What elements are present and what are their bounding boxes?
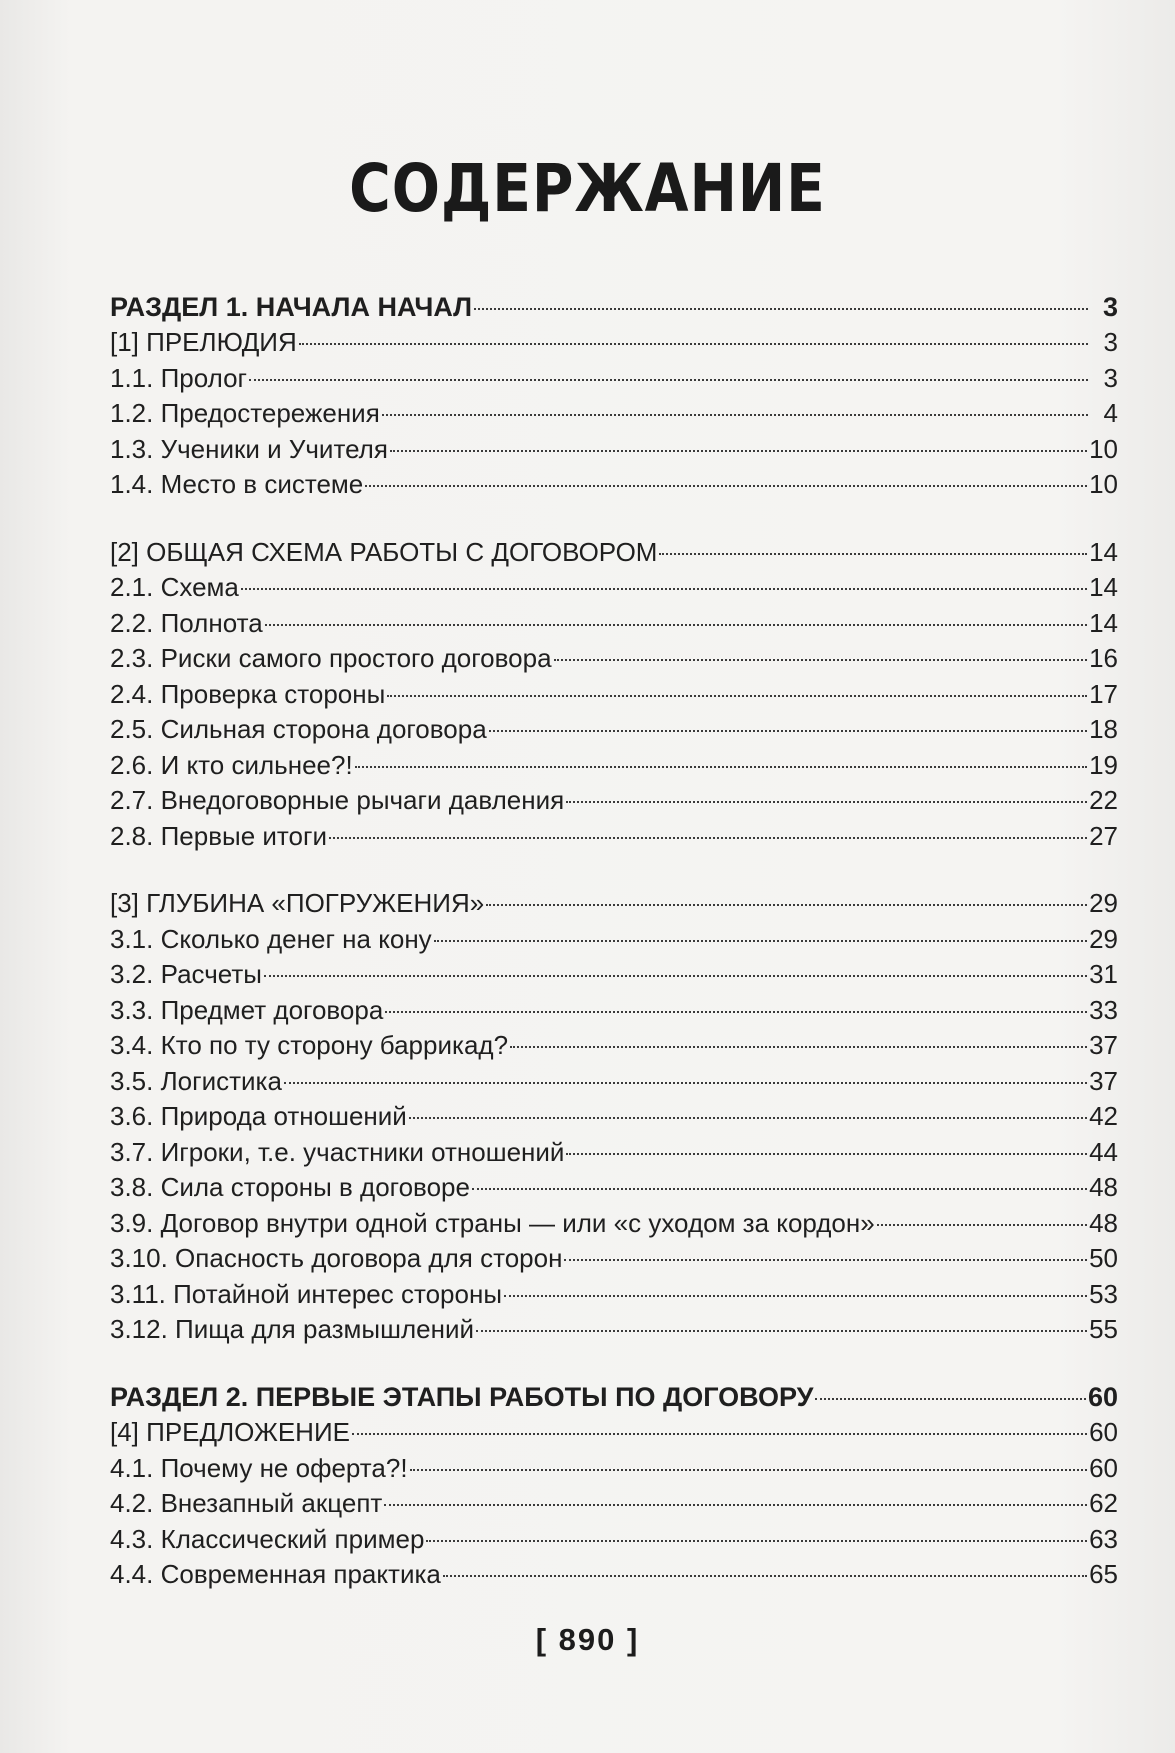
toc-entry-label: 4.1. Почему не оферта?! — [110, 1452, 408, 1483]
toc-entry-page: 37 — [1089, 1030, 1118, 1060]
dot-leader — [409, 1082, 1087, 1120]
dot-leader — [434, 904, 1087, 942]
toc-entry-label: 3.11. Потайной интерес стороны — [110, 1278, 503, 1309]
dot-leader — [659, 517, 1087, 555]
dot-leader — [390, 414, 1087, 452]
toc-entry-page: 22 — [1089, 785, 1118, 815]
dot-leader — [566, 1117, 1087, 1155]
dot-leader — [265, 588, 1087, 626]
toc-entry-label: 3.3. Предмет договора — [110, 994, 384, 1025]
dot-leader — [426, 1504, 1087, 1542]
toc-entry-page: 62 — [1089, 1488, 1118, 1518]
toc-entry-page: 37 — [1089, 1065, 1118, 1096]
toc-entry-page: 53 — [1089, 1278, 1118, 1309]
toc-entry-label: 1.2. Предостережения — [110, 398, 380, 428]
toc-entry-page: 14 — [1089, 572, 1118, 602]
toc-entry-page: 60 — [1087, 1381, 1118, 1412]
toc-entry-label: 3.5. Логистика — [110, 1065, 282, 1096]
toc-entry-label: 3.1. Сколько денег на кону — [110, 923, 432, 954]
toc-entry-page: 55 — [1089, 1314, 1118, 1344]
dot-leader — [474, 272, 1088, 310]
dot-leader — [264, 940, 1087, 978]
toc-entry-page: 63 — [1089, 1523, 1118, 1554]
toc-entry-page: 3 — [1102, 291, 1118, 322]
dot-leader — [355, 730, 1087, 768]
dot-leader — [489, 695, 1087, 733]
toc-entry-page: 44 — [1089, 1136, 1118, 1167]
toc-entry-page: 29 — [1089, 923, 1118, 954]
dot-leader — [877, 1188, 1087, 1226]
toc-entry-label: 2.6. И кто сильнее?! — [110, 749, 353, 780]
toc-entry-page: 60 — [1089, 1417, 1118, 1447]
page-title: СОДЕРЖАНИЕ — [349, 150, 826, 227]
dot-leader — [249, 343, 1088, 381]
toc-entry-label: 4.3. Классический пример — [110, 1523, 425, 1554]
toc-entry-page: 14 — [1089, 536, 1118, 567]
toc-entry-label: 1.1. Пролог — [110, 362, 248, 393]
toc-entry-label: 3.9. Договор внутри одной страны — или «с уходом за кордон» — [110, 1207, 875, 1238]
dot-leader — [387, 659, 1087, 697]
page-number: [ 890 ] — [535, 1622, 640, 1657]
toc-entry-page: 29 — [1089, 888, 1118, 918]
toc-entry-page: 48 — [1089, 1207, 1118, 1238]
dot-leader — [385, 975, 1087, 1013]
toc-entry-page: 3 — [1103, 327, 1118, 357]
dot-leader — [329, 801, 1087, 839]
toc-entry-label: [4] ПРЕДЛОЖЕНИЕ — [110, 1417, 350, 1447]
dot-leader — [566, 766, 1087, 804]
toc-entry-page: 18 — [1089, 714, 1118, 744]
dot-leader — [564, 1224, 1087, 1262]
toc-entry-page: 27 — [1089, 820, 1118, 851]
toc-entry-label: 3.6. Природа отношений — [110, 1101, 407, 1131]
dot-leader — [472, 1153, 1087, 1191]
toc-entry-label: РАЗДЕЛ 2. ПЕРВЫЕ ЭТАПЫ РАБОТЫ ПО ДОГОВОРУ — [110, 1381, 814, 1412]
toc-entry-page: 33 — [1089, 994, 1118, 1025]
toc-entry-label: 3.4. Кто по ту сторону баррикад? — [110, 1030, 509, 1060]
dot-leader — [410, 1433, 1088, 1471]
toc-entry-label: 4.2. Внезапный акцепт — [110, 1488, 383, 1518]
toc-entry-page: 16 — [1089, 643, 1118, 673]
toc-entry-label: РАЗДЕЛ 1. НАЧАЛА НАЧАЛ — [110, 291, 473, 322]
dot-leader — [365, 450, 1087, 488]
toc-entry-label: 2.4. Проверка стороны — [110, 678, 386, 709]
toc-entry-label: [2] ОБЩАЯ СХЕМА РАБОТЫ С ДОГОВОРОМ — [110, 536, 658, 567]
dot-leader — [382, 379, 1088, 417]
toc-entry-label: [1] ПРЕЛЮДИЯ — [110, 327, 297, 357]
toc-entry-page: 48 — [1089, 1172, 1118, 1202]
toc-entry-label: [3] ГЛУБИНА «ПОГРУЖЕНИЯ» — [110, 888, 485, 918]
toc-entry-page: 50 — [1089, 1243, 1118, 1273]
toc-entry-label: 2.1. Схема — [110, 572, 239, 602]
toc-entry-label: 1.4. Место в системе — [110, 469, 364, 499]
toc-entry-page: 60 — [1089, 1452, 1118, 1483]
toc-entry-page: 10 — [1089, 433, 1118, 464]
toc-entry-label: 4.4. Современная практика — [110, 1559, 441, 1589]
table-of-contents — [110, 278, 1118, 1589]
dot-leader — [352, 1398, 1087, 1436]
dot-leader — [476, 1295, 1087, 1333]
toc-entry-page: 10 — [1089, 469, 1118, 499]
dot-leader — [815, 1362, 1086, 1400]
dot-leader — [554, 624, 1088, 662]
toc-entry-page: 3 — [1103, 362, 1118, 393]
toc-entry-label: 3.10. Опасность договора для сторон — [110, 1243, 563, 1273]
dot-leader — [510, 1011, 1087, 1049]
toc-entry-page: 4 — [1103, 398, 1118, 428]
toc-entry-label: 2.3. Риски самого простого договора — [110, 643, 552, 673]
toc-entry-label: 3.8. Сила стороны в договоре — [110, 1172, 470, 1202]
toc-entry-page: 17 — [1089, 678, 1118, 709]
dot-leader — [284, 1046, 1087, 1084]
dot-leader — [443, 1540, 1087, 1578]
toc-entry-label: 2.2. Полнота — [110, 607, 263, 638]
toc-entry-page: 14 — [1089, 607, 1118, 638]
toc-entry-page: 31 — [1089, 959, 1118, 989]
toc-entry-label: 2.8. Первые итоги — [110, 820, 327, 851]
dot-leader — [299, 308, 1088, 346]
toc-entry-label: 3.7. Игроки, т.е. участники отношений — [110, 1136, 565, 1167]
dot-leader — [504, 1259, 1087, 1297]
dot-leader — [384, 1469, 1087, 1507]
toc-entry-label: 1.3. Ученики и Учителя — [110, 433, 388, 464]
toc-entry-page: 42 — [1089, 1101, 1118, 1131]
toc-entry-page: 19 — [1089, 749, 1118, 780]
toc-entry-page: 65 — [1089, 1559, 1118, 1589]
toc-entry-label: 2.7. Внедоговорные рычаги давления — [110, 785, 565, 815]
toc-entry-label: 3.2. Расчеты — [110, 959, 262, 989]
toc-entry-label: 2.5. Сильная сторона договора — [110, 714, 487, 744]
dot-leader — [241, 553, 1087, 591]
toc-entry-label: 3.12. Пища для размышлений — [110, 1314, 474, 1344]
dot-leader — [486, 869, 1087, 907]
